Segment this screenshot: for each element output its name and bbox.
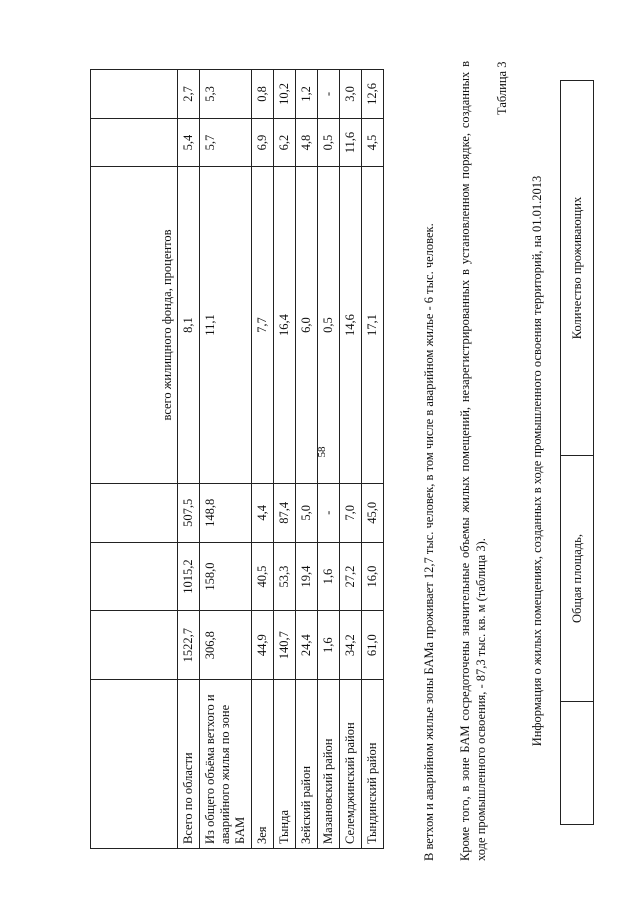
table3-header-row — [561, 81, 594, 825]
header-cell: всего жилищного фонда, процентов — [91, 167, 178, 484]
table-cell: 24,4 — [296, 611, 318, 680]
table-cell: 11,6 — [340, 118, 362, 166]
table-cell: 0,8 — [252, 70, 274, 119]
row-label: Из общего объёма ветхого и аварийного жилья по зоне БАМ — [200, 680, 252, 849]
table-cell: 1015,2 — [178, 542, 200, 611]
table-cell: 6,0 — [296, 167, 318, 484]
header-cell — [91, 542, 178, 611]
table-cell: 87,4 — [274, 483, 296, 542]
paragraph-unregistered-housing: Кроме того, в зоне БАМ сосредоточены значительные объемы жилых помещений, незарегистрированных в установленном порядке, созданных в ходе промышленного освоения, - 87,3 тыс. кв. м (таблица 3). — [457, 61, 489, 861]
table-cell: 158,0 — [200, 542, 252, 611]
table-cell: 5,3 — [200, 70, 252, 119]
table-cell: 45,0 — [362, 483, 384, 542]
table-row — [178, 70, 200, 849]
table-cell: 1522,7 — [178, 611, 200, 680]
table-cell: 3,0 — [340, 70, 362, 119]
header-cell — [91, 70, 178, 119]
table-cell: 5,7 — [200, 118, 252, 166]
row-label: Селемджинский район — [340, 680, 362, 849]
table-cell: 61,0 — [362, 611, 384, 680]
row-label: Зейский район — [296, 680, 318, 849]
table3-title: Информация о жилых помещениях, созданных в ходе промышленного освоения территорий, на 01.01.2013 — [530, 175, 544, 747]
table-cell: 34,2 — [340, 611, 362, 680]
table-cell: 140,7 — [274, 611, 296, 680]
header-cell: Общая площадь, — [561, 456, 594, 702]
table-cell: 0,5 — [318, 167, 340, 484]
table-cell: 8,1 — [178, 167, 200, 484]
paragraph-residents: В ветхом и аварийном жилье зоны БАМа проживает 12,7 тыс. человек, в том числе в аварийном жилье - 6 тыс. человек. — [421, 223, 436, 861]
table-cell: 53,3 — [274, 542, 296, 611]
table-cell: 4,8 — [296, 118, 318, 166]
housing-table — [90, 69, 384, 849]
table-cell: 1,2 — [296, 70, 318, 119]
table3 — [560, 80, 594, 825]
table-header-row — [91, 70, 178, 849]
header-cell — [91, 680, 178, 849]
table-cell: 4,5 — [362, 118, 384, 166]
table-cell: 4,4 — [252, 483, 274, 542]
table-cell: 27,2 — [340, 542, 362, 611]
table-cell: 148,8 — [200, 483, 252, 542]
table-cell: 19,4 — [296, 542, 318, 611]
table-cell: 7,0 — [340, 483, 362, 542]
table-cell: 5,0 — [296, 483, 318, 542]
table-cell: 306,8 — [200, 611, 252, 680]
header-cell — [91, 611, 178, 680]
table-cell: 2,7 — [178, 70, 200, 119]
row-label: Зея — [252, 680, 274, 849]
table-cell: 7,7 — [252, 167, 274, 484]
table-cell: 17,1 — [362, 167, 384, 484]
table-row — [200, 70, 252, 849]
table-row — [296, 70, 318, 849]
table3-caption: Таблица 3 — [495, 61, 509, 115]
header-cell — [91, 118, 178, 166]
table-cell: - — [318, 483, 340, 542]
table-cell: 0,5 — [318, 118, 340, 166]
table-row — [252, 70, 274, 849]
row-label: Всего по области — [178, 680, 200, 849]
table-row — [362, 70, 384, 849]
table-cell: 14,6 — [340, 167, 362, 484]
table-cell: 6,2 — [274, 118, 296, 166]
table-cell: 40,5 — [252, 542, 274, 611]
table-row — [340, 70, 362, 849]
table-cell: 44,9 — [252, 611, 274, 680]
row-label: Тындинский район — [362, 680, 384, 849]
table-cell: 12,6 — [362, 70, 384, 119]
table-row — [318, 70, 340, 849]
table-cell: 11,1 — [200, 167, 252, 484]
row-label: Мазановский район — [318, 680, 340, 849]
row-label: Тында — [274, 680, 296, 849]
table-cell: 16,0 — [362, 542, 384, 611]
page-number: 58 — [316, 446, 328, 458]
table-cell: 507,5 — [178, 483, 200, 542]
table-cell: - — [318, 70, 340, 119]
table-cell: 1,6 — [318, 542, 340, 611]
header-cell — [561, 702, 594, 825]
header-cell — [91, 483, 178, 542]
table-cell: 10,2 — [274, 70, 296, 119]
table-cell: 6,9 — [252, 118, 274, 166]
table-cell: 1,6 — [318, 611, 340, 680]
table-cell: 5,4 — [178, 118, 200, 166]
table-cell: 16,4 — [274, 167, 296, 484]
header-cell: Количество проживающих — [561, 81, 594, 456]
table-row — [274, 70, 296, 849]
